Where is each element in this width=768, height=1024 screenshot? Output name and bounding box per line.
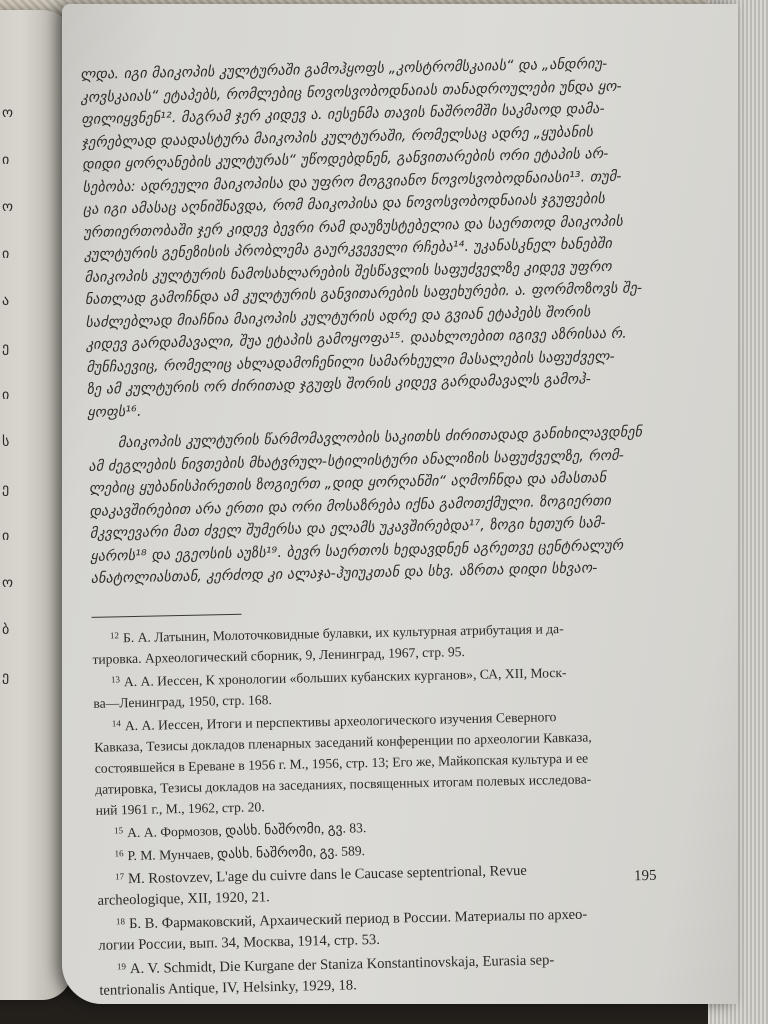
text-line: ლდა. იგი მაიკოპის კულტურაში გამოჰყოფს „კოსტრომსკაიას“ და „ანდრიუ- <box>80 55 608 83</box>
left-page-fragment: ა <box>2 293 10 309</box>
text-line: კულტურის გენეზისის პრობლემა გაურკვეველი რჩება¹⁴. უკანასკნელ ხანებში <box>83 235 613 263</box>
text-line: მაიკოპის კულტურის წარმომავლობის საკითხს ძირითადად განიხილავდნენ <box>117 424 643 452</box>
text-line: ცა იგი ამასაც აღნიშნავდა, რომ მაიკოპისა და ნოვოსვობოდნაიას ჯგუფების <box>82 191 606 218</box>
footnote-number: 14 <box>111 717 121 728</box>
paragraph-1 <box>80 51 687 423</box>
left-page-fragment: ს <box>2 434 10 450</box>
footnote-number: 15 <box>113 824 124 835</box>
text-line: ამ ძეგლების ნივთების მხატვრულ-სტილისტური ანალიზის საფუძველზე, რომ- <box>88 447 625 475</box>
footnote-text: А. А. Формозов, დასხ. ნაშრომი, გვ. 83. <box>126 819 367 840</box>
footnote-text: датировка, Тезисы докладов на заседаниях, посвященных итогам полевых исследова- <box>95 770 592 797</box>
text-line: კიდევ გარდამავალი, შუა ეტაპის გამოყოფა¹⁵. დაახლოებით იგივე აზრისაა რ. <box>85 325 628 353</box>
footnote-text: archeologique, XII, 1920, 21. <box>97 888 270 909</box>
footnote-text: Кавказа, Тезисы докладов пленарных заседаний конференции по археологии Кавказа, <box>94 728 592 755</box>
text-line: დიდი ყორღანების კულტურას“ უწოდებდნენ, განვითარების ორი ეტაპის არ- <box>81 145 609 173</box>
left-page-fragment: ო <box>2 105 14 121</box>
footnotes <box>92 613 700 1001</box>
text-line: მუნჩაევიც, რომელიც ახლადამოჩენილი სამარხეული მასალების საფუძველ- <box>86 348 615 376</box>
footnote-text: tentrionalis Antique, IV, Helsinky, 1929, 18. <box>99 976 357 999</box>
left-page-fragment: ე <box>2 669 10 685</box>
footnote-text: A. V. Schmidt, Die Kurgane der Staniza Konstantinovskaja, Eurasia sep- <box>129 951 555 977</box>
footnote-text: Р. М. Мунчаев, დასხ. ნაშრომი, გვ. 589. <box>127 842 366 863</box>
text-line: ჯერებლად დაადასტურა მაიკოპის კულტურაში, რომელსაც ადრე „ყუბანის <box>81 123 594 151</box>
book-page <box>62 4 738 1004</box>
footnote-text: Б. А. Латынин, Молоточковидные булавки, их культурная атрибутация и да- <box>122 620 564 645</box>
footnote-text: А. А. Иессен, К хронологии «больших кубанских курганов», СА, XII, Моск- <box>123 664 567 689</box>
text-line: მკვლევარი მათ ძველ შუმერსა და ელამს უკავშირებდა¹⁷, ზოგი ხეთურ სამ- <box>89 515 606 542</box>
text-line: ანატოლიასთან, კერძოდ კი ალაჯა-ჰუიუკთან და სხვ. აზრთა დიდი სხვაო- <box>90 560 598 587</box>
footnote-text: Б. В. Фармаковский, Архаический период в России. Материалы по архео- <box>128 906 588 932</box>
page-body <box>80 51 700 1001</box>
left-page-fragment: ო <box>2 199 14 215</box>
footnote-text: логии России, вып. 34, Москва, 1914, стр. 53. <box>98 931 381 954</box>
text-line: ყაროს¹⁸ და ეგეოსის აუზს¹⁹. ბევრ საერთოს ხედავდნენ აგრეთვე ცენტრალურ <box>90 537 624 565</box>
text-line: ურთიერთობაში ჯერ კიდევ ბევრი რამ დაუზუსტებელია და საერთოდ მაიკოპის <box>83 213 624 241</box>
footnote-number: 19 <box>116 960 126 971</box>
text-line: საძლებლად მიაჩნია მაიკოპის კულტურის ადრე და გვიან ეტაპებს შორის <box>85 303 591 331</box>
left-page-fragment: ო <box>2 575 14 591</box>
text-line: ფილიყვნენ¹². მაგრამ ჯერ კიდევ ა. იესენმა თავის ნაშრომში საკმაოდ დამა- <box>81 101 605 128</box>
text-line: სებობა: ადრეული მაიკოპისა და უფრო მოგვიანო ნოვოსვობოდნაიასი¹³. თუმ- <box>82 168 622 196</box>
footnote-number: 17 <box>114 870 125 881</box>
footnote-number: 16 <box>114 847 124 858</box>
text-line: კოვსკაიას“ ეტაპებს, რომლებიც ნოვოსვობოდნაიას თანადროულები უნდა ყო- <box>80 78 622 106</box>
footnote-text: тировка. Археологический сборник, 9, Ленинград, 1967, стр. 95. <box>92 643 466 667</box>
footnote-rule <box>92 613 242 617</box>
left-page-fragment: ე <box>2 481 10 497</box>
text-line: ზე ამ კულტურის ორ ძირითად ჯგუფს შორის კიდევ გარდამავალს გამოჰ- <box>86 371 592 398</box>
left-page-fragment: ი <box>2 152 10 168</box>
text-line: ყოფს¹⁶. <box>87 403 142 421</box>
left-page-fragment: ი <box>2 528 10 544</box>
text-line: ნათლად გამოჩნდა ამ კულტურის განვითარების საფეხურები. ა. ფორმოზოვს შე- <box>84 280 643 308</box>
paragraph-2 <box>88 420 691 590</box>
footnote-text: M. Rostovzev, L'age du cuivre dans le Caucase septentrional, Revue <box>127 862 527 887</box>
footnote-number: 12 <box>109 629 120 640</box>
footnote-number: 18 <box>115 915 126 926</box>
footnote-text: ний 1961 г., М., 1962, стр. 20. <box>95 798 265 818</box>
left-page-fragment: ე <box>2 340 10 356</box>
footnote-text: ва—Ленинград, 1950, стр. 168. <box>93 691 272 711</box>
left-page-fragment: ბ <box>2 622 10 638</box>
left-page-fragment: ი <box>2 246 10 262</box>
left-page-fragment: ი <box>2 387 10 403</box>
footnote-number: 13 <box>110 673 120 684</box>
footnote-text: А. А. Иессен, Итоги и перспективы археологического изучения Северного <box>124 708 557 733</box>
text-line: ლებიც ყუბანისპირეთის ზოგიერთ „დიდ ყორღანში“ აღმოჩნდა და ამასთან <box>88 470 607 497</box>
page-number: 195 <box>633 867 657 885</box>
text-line: დაკავშირებით არა ერთი და ორი მოსაზრება იქნა გამოთქმული. ზოგიერთი <box>89 492 612 520</box>
footnote-text: состоявшейся в Ереване в 1956 г. М., 1956, стр. 13; Его же, Майкопская культура и ее <box>94 750 589 776</box>
text-line: მაიკოპის კულტურის ნამოსახლარების შესწავლის საფუძველზე კიდევ უფრო <box>84 258 612 286</box>
